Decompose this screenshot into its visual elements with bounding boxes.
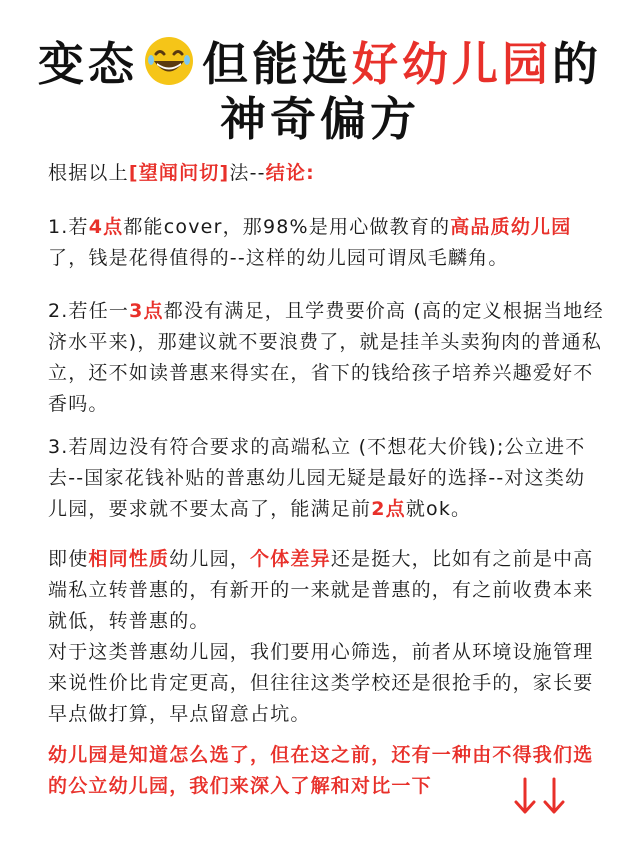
note-text: 即使 bbox=[48, 548, 89, 570]
title-mid: 但能选 bbox=[202, 37, 352, 91]
point-3-text-2: 就ok。 bbox=[405, 498, 472, 520]
point-2-text: 2.若任一 bbox=[48, 300, 130, 322]
intro-highlight: [望闻问切] bbox=[128, 162, 230, 184]
note-highlight: 相同性质 bbox=[88, 548, 170, 570]
closing-paragraph: 幼儿园是知道怎么选了，但在这之前，还有一种由不得我们选的公立幼儿园，我们来深入了解和对比一下 bbox=[48, 744, 594, 797]
intro-text-2: 法-- bbox=[229, 162, 266, 184]
note-paragraph bbox=[48, 544, 604, 730]
note-text-3: 还是挺大，比如有之前是中高端私立转普惠的，有新开的一来就是普惠的，有之前收费本来就低，转普惠的。 bbox=[48, 548, 594, 632]
title-line-1 bbox=[0, 36, 640, 91]
title-prefix: 变态 bbox=[38, 37, 138, 91]
title-line-2: 神奇偏方 bbox=[220, 92, 420, 146]
point-2-highlight: 3点 bbox=[129, 300, 164, 322]
note-text-4: 对于这类普惠幼儿园，我们要用心筛选，前者从环境设施管理来说性价比肯定更高，但往往这类学校还是很抢手的，家长要早点做打算，早点留意占坑。 bbox=[48, 641, 594, 725]
point-1-highlight-2: 高品质幼儿园 bbox=[450, 216, 572, 238]
intro-text: 根据以上 bbox=[48, 162, 129, 184]
point-2-text-2: 都没有满足，且学费要价高 (高的定义根据当地经济水平来)，那建议就不要浪费了，就是挂羊头卖狗肉的普通私立，还不如读普惠来得实在，省下的钱给孩子培养兴趣爱好不香吗。 bbox=[48, 300, 604, 415]
point-3-paragraph bbox=[48, 432, 604, 525]
note-highlight-2: 个体差异 bbox=[250, 548, 331, 570]
title-suffix: 的 bbox=[552, 37, 602, 91]
intro-paragraph bbox=[48, 158, 604, 189]
point-1-text-3: 了，钱是花得值得的--这样的幼儿园可谓凤毛麟角。 bbox=[48, 247, 509, 269]
point-3-text: 3.若周边没有符合要求的高端私立 (不想花大价钱);公立进不去--国家花钱补贴的普惠幼儿园无疑是最好的选择--对这类幼儿园，要求就不要太高了，能满足前 bbox=[48, 436, 586, 520]
intro-conclusion: 结论: bbox=[265, 162, 315, 184]
point-1-text: 1.若 bbox=[48, 216, 89, 238]
grinning-face-emoji-icon bbox=[144, 36, 194, 86]
title-highlight: 好幼儿园 bbox=[352, 37, 552, 91]
point-3-highlight: 2点 bbox=[371, 498, 406, 520]
point-1-text-2: 都能cover，那98%是用心做教育的 bbox=[123, 216, 451, 238]
point-1-paragraph bbox=[48, 212, 604, 274]
point-2-paragraph bbox=[48, 296, 604, 420]
note-text-2: 幼儿园， bbox=[169, 548, 251, 570]
point-1-highlight: 4点 bbox=[88, 216, 124, 238]
double-down-arrow-icon bbox=[510, 776, 570, 816]
